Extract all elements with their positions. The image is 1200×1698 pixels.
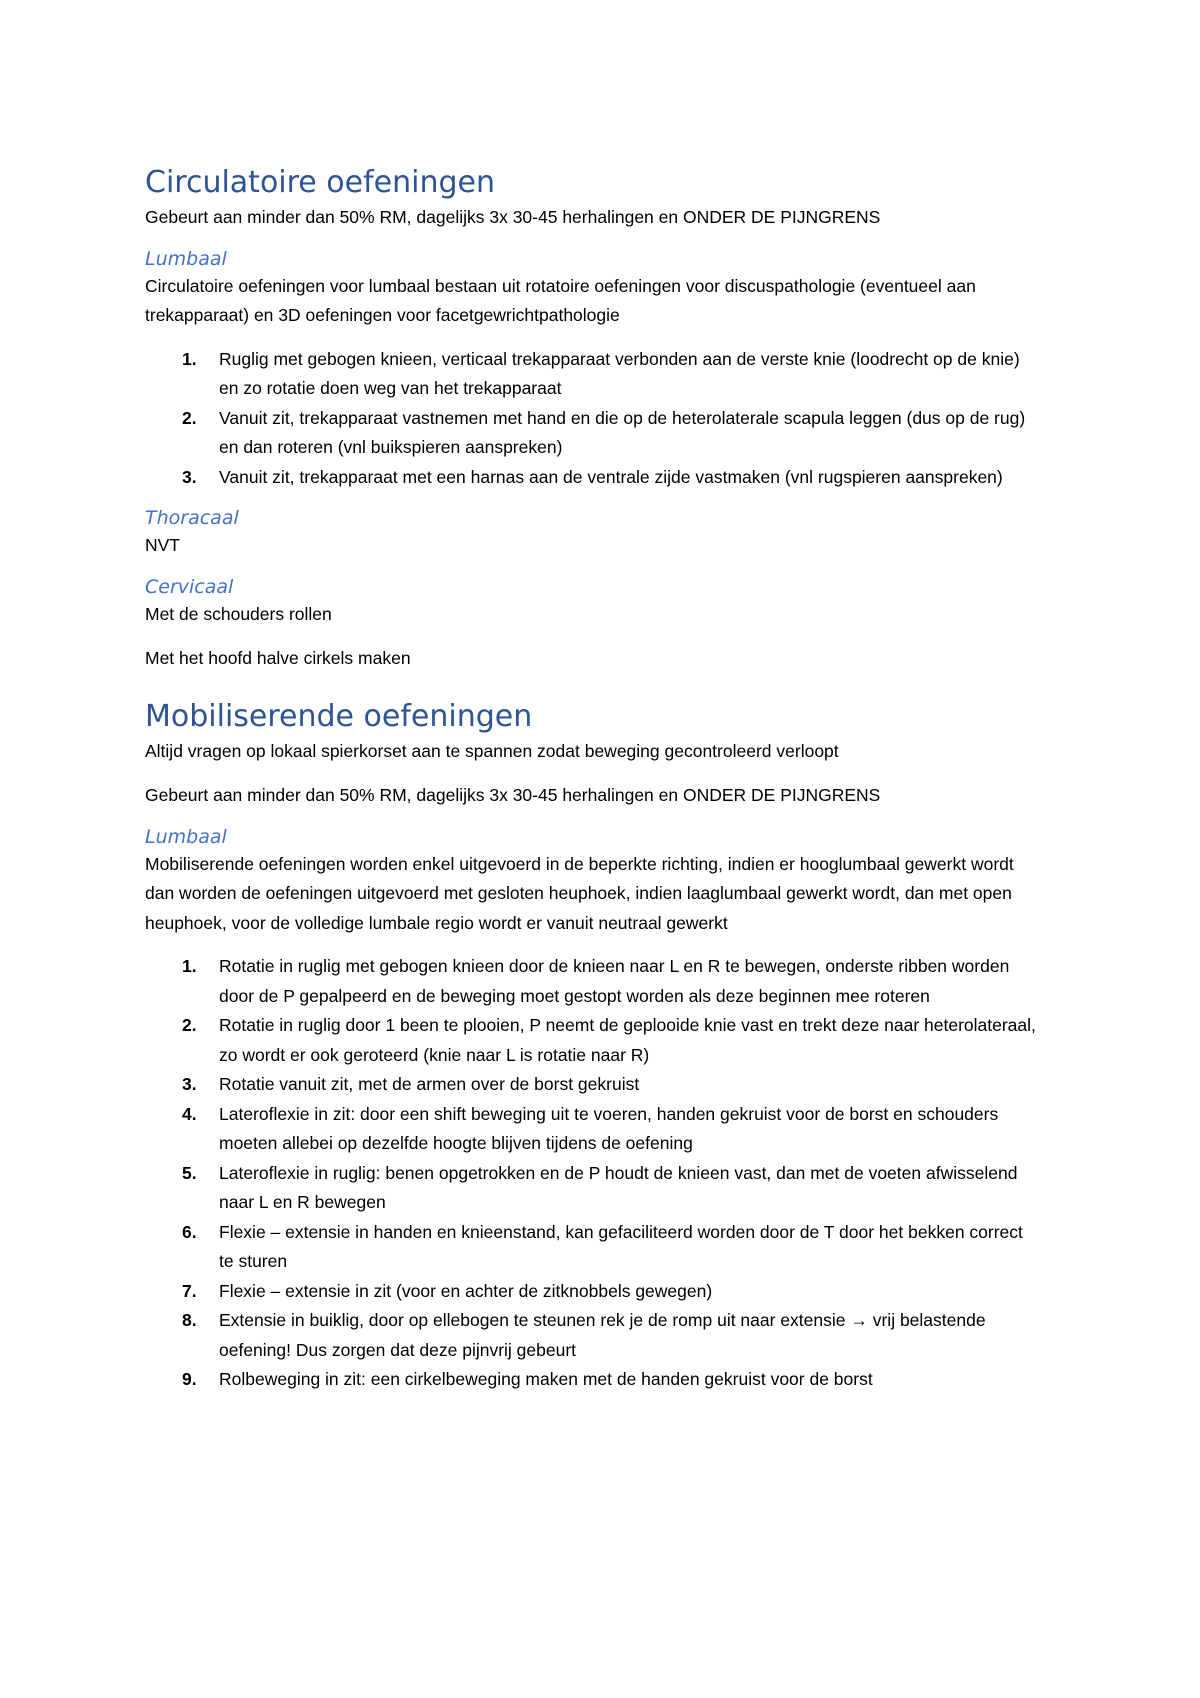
subheading-thoracaal: Thoracaal <box>145 507 239 529</box>
list-item <box>145 952 1040 1011</box>
list-item <box>145 1277 1040 1307</box>
list-item-text: Ruglig met gebogen knieen, verticaal trekapparaat verbonden aan de verste knie (loodrecht op de knie) en zo rotatie doen weg van het trekapparaat <box>219 348 1020 398</box>
subheading-cervicaal: Cervicaal <box>145 575 234 598</box>
list-item <box>145 463 1040 493</box>
paragraph-lumbaal-2: Mobiliserende oefeningen worden enkel uitgevoerd in de beperkte richting, indien er hooglumbaal gewerkt wordt dan worden de oefeningen uitgevoerd met gesloten heuphoek, indien laaglumbaal gewerkt wordt, dan met open heuphoek, voor de volledige lumbale regio wordt er vanuit neutraal gewerkt <box>145 853 1014 933</box>
list-item-text: Rotatie vanuit zit, met de armen over de borst gekruist <box>219 1074 640 1094</box>
list-item-text: Vanuit zit, trekapparaat vastnemen met hand en die op de heterolaterale scapula leggen (dus op de rug) en dan roteren (vnl buikspieren aanspreken) <box>219 407 1026 457</box>
list-item-text: Vanuit zit, trekapparaat met een harnas aan de ventrale zijde vastmaken (vnl rugspieren aanspreken) <box>219 466 1003 487</box>
subheading-lumbaal: Lumbaal <box>145 247 227 270</box>
paragraph-thoracaal: NVT <box>145 535 180 555</box>
list-item <box>145 1365 1040 1395</box>
subheading-lumbaal-2: Lumbaal <box>145 825 227 848</box>
list-item <box>145 1100 1040 1159</box>
paragraph-cervicaal-1: Met de schouders rollen <box>145 603 332 624</box>
list-item-text: Rotatie in ruglig door 1 been te plooien, P neemt de geplooide knie vast en trekt deze naar heterolateraal, zo wordt er ook geroteerd (knie naar L is rotatie naar R) <box>219 1015 1036 1065</box>
list-number: 7. <box>182 1280 197 1301</box>
list-number: 2. <box>182 407 197 428</box>
list-number: 9. <box>182 1369 197 1389</box>
paragraph-intro-1: Altijd vragen op lokaal spierkorset aan te spannen zodat beweging gecontroleerd verloopt <box>145 740 839 761</box>
list-number: 6. <box>182 1221 197 1242</box>
list-item <box>145 345 1040 404</box>
paragraph-lumbaal: Circulatoire oefeningen voor lumbaal bestaan uit rotatoire oefeningen voor discuspathologie (eventueel aan trekapparaat) en 3D oefeningen voor facetgewrichtpathologie <box>145 275 976 325</box>
list-item-text: Flexie – extensie in handen en knieenstand, kan gefaciliteerd worden door de T door het bekken correct te sturen <box>219 1221 1023 1271</box>
list-number: 2. <box>182 1015 197 1035</box>
list-item-text: Flexie – extensie in zit (voor en achter de zitknobbels gewegen) <box>219 1280 713 1301</box>
list-item <box>145 1070 1040 1100</box>
list-item <box>145 1218 1040 1277</box>
list-item-text: Lateroflexie in ruglig: benen opgetrokken en de P houdt de knieen vast, dan met de voeten afwisselend naar L en R bewegen <box>219 1162 1018 1212</box>
list-number: 3. <box>182 1074 197 1094</box>
list-item <box>145 1159 1040 1218</box>
list-number: 8. <box>182 1310 197 1330</box>
list-number: 4. <box>182 1103 197 1124</box>
list-number: 3. <box>182 466 197 487</box>
list-circulatoire-lumbaal <box>145 345 1040 493</box>
paragraph-intro-2: Gebeurt aan minder dan 50% RM, dagelijks 3x 30-45 herhalingen en ONDER DE PIJNGRENS <box>145 785 881 805</box>
paragraph-intro: Gebeurt aan minder dan 50% RM, dagelijks 3x 30-45 herhalingen en ONDER DE PIJNGRENS <box>145 207 881 227</box>
list-number: 1. <box>182 956 197 976</box>
list-item <box>145 404 1040 463</box>
list-item-text: Rotatie in ruglig met gebogen knieen door de knieen naar L en R te bewegen, onderste ribben worden door de P gepalpeerd en de beweging moet gestopt worden als deze beginnen mee roteren <box>219 956 1010 1006</box>
list-number: 1. <box>182 348 197 369</box>
list-item <box>145 1306 1040 1365</box>
list-item-text: Rolbeweging in zit: een cirkelbeweging maken met de handen gekruist voor de borst <box>219 1369 873 1389</box>
list-number: 5. <box>182 1162 197 1183</box>
paragraph-cervicaal-2: Met het hoofd halve cirkels maken <box>145 648 411 668</box>
list-mobiliserende-lumbaal <box>145 952 1040 1395</box>
list-item-text: Lateroflexie in zit: door een shift beweging uit te voeren, handen gekruist voor de borst en schouders moeten allebei op dezelfde hoogte blijven tijdens de oefening <box>219 1103 999 1153</box>
heading-mobiliserende: Mobiliserende oefeningen <box>145 698 533 734</box>
list-item <box>145 1011 1040 1070</box>
list-item-text: Extensie in buiklig, door op ellebogen te steunen rek je de romp uit naar extensie → vrij belastende oefening! Dus zorgen dat deze pijnvrij gebeurt <box>219 1310 986 1360</box>
heading-circulatoire: Circulatoire oefeningen <box>145 165 496 200</box>
